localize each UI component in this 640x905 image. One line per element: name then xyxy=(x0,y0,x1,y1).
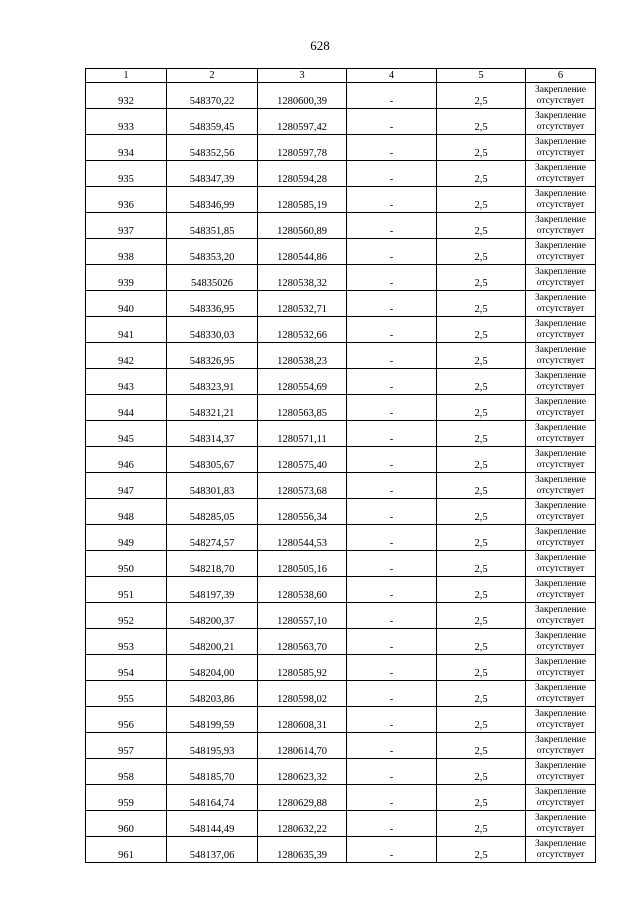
coordinate-y: 1280600,39 xyxy=(258,83,347,109)
fixing-status xyxy=(526,187,596,213)
fixing-status-line-2: отсутствует xyxy=(536,771,585,782)
fixing-status xyxy=(526,109,596,135)
fixing-status-line-2: отсутствует xyxy=(536,459,585,470)
column-5-value: 2,5 xyxy=(437,655,526,681)
fixing-status xyxy=(526,681,596,707)
point-number: 948 xyxy=(86,499,167,525)
point-number: 938 xyxy=(86,239,167,265)
fixing-status xyxy=(526,473,596,499)
coordinate-y: 1280563,85 xyxy=(258,395,347,421)
fixing-status-line-1: Закрепление xyxy=(535,162,586,173)
table-row xyxy=(86,655,596,681)
coordinate-x: 548352,56 xyxy=(167,135,258,161)
fixing-status-line-1: Закрепление xyxy=(535,656,586,667)
fixing-status-line-2: отсутствует xyxy=(536,667,585,678)
fixing-status-line-2: отсутствует xyxy=(536,277,585,288)
coordinates-table xyxy=(85,68,596,863)
column-4-value: - xyxy=(347,213,437,239)
fixing-status-line-1: Закрепление xyxy=(535,396,586,407)
fixing-status xyxy=(526,161,596,187)
page-number: 628 xyxy=(310,38,330,53)
fixing-status xyxy=(526,655,596,681)
table-row xyxy=(86,187,596,213)
table-row xyxy=(86,759,596,785)
table-row xyxy=(86,577,596,603)
fixing-status-line-1: Закрепление xyxy=(535,344,586,355)
fixing-status-line-1: Закрепление xyxy=(535,136,586,147)
coordinate-x: 548199,59 xyxy=(167,707,258,733)
column-4-value: - xyxy=(347,707,437,733)
point-number: 959 xyxy=(86,785,167,811)
column-5-value: 2,5 xyxy=(437,707,526,733)
column-5-value: 2,5 xyxy=(437,291,526,317)
column-5-value: 2,5 xyxy=(437,811,526,837)
fixing-status xyxy=(526,317,596,343)
column-header: 6 xyxy=(526,69,596,83)
fixing-status-line-1: Закрепление xyxy=(535,526,586,537)
table-row xyxy=(86,525,596,551)
fixing-status-line-1: Закрепление xyxy=(535,84,586,95)
point-number: 939 xyxy=(86,265,167,291)
column-4-value: - xyxy=(347,317,437,343)
coordinate-x: 548301,83 xyxy=(167,473,258,499)
table-row xyxy=(86,395,596,421)
point-number: 940 xyxy=(86,291,167,317)
point-number: 960 xyxy=(86,811,167,837)
fixing-status-line-2: отсутствует xyxy=(536,589,585,600)
point-number: 961 xyxy=(86,837,167,863)
point-number: 955 xyxy=(86,681,167,707)
point-number: 958 xyxy=(86,759,167,785)
fixing-status-line-1: Закрепление xyxy=(535,318,586,329)
coordinate-x: 548330,03 xyxy=(167,317,258,343)
fixing-status-line-2: отсутствует xyxy=(536,355,585,366)
point-number: 954 xyxy=(86,655,167,681)
column-5-value: 2,5 xyxy=(437,239,526,265)
coordinate-y: 1280532,66 xyxy=(258,317,347,343)
table-body xyxy=(86,83,596,863)
column-4-value: - xyxy=(347,135,437,161)
table-row xyxy=(86,369,596,395)
fixing-status xyxy=(526,291,596,317)
column-4-value: - xyxy=(347,421,437,447)
coordinate-x: 548359,45 xyxy=(167,109,258,135)
coordinate-y: 1280505,16 xyxy=(258,551,347,577)
column-5-value: 2,5 xyxy=(437,551,526,577)
column-header: 4 xyxy=(347,69,437,83)
fixing-status xyxy=(526,551,596,577)
table-row xyxy=(86,811,596,837)
fixing-status-line-1: Закрепление xyxy=(535,812,586,823)
column-4-value: - xyxy=(347,291,437,317)
column-4-value: - xyxy=(347,551,437,577)
table-row xyxy=(86,421,596,447)
column-4-value: - xyxy=(347,395,437,421)
column-5-value: 2,5 xyxy=(437,499,526,525)
fixing-status xyxy=(526,395,596,421)
coordinate-y: 1280538,60 xyxy=(258,577,347,603)
coordinate-x: 548346,99 xyxy=(167,187,258,213)
coordinate-y: 1280635,39 xyxy=(258,837,347,863)
fixing-status-line-1: Закрепление xyxy=(535,240,586,251)
coordinate-x: 548274,57 xyxy=(167,525,258,551)
fixing-status-line-1: Закрепление xyxy=(535,500,586,511)
fixing-status xyxy=(526,265,596,291)
fixing-status xyxy=(526,733,596,759)
point-number: 957 xyxy=(86,733,167,759)
table-row xyxy=(86,629,596,655)
column-5-value: 2,5 xyxy=(437,317,526,343)
column-4-value: - xyxy=(347,733,437,759)
coordinate-y: 1280538,23 xyxy=(258,343,347,369)
point-number: 936 xyxy=(86,187,167,213)
fixing-status xyxy=(526,525,596,551)
coordinate-x: 548370,22 xyxy=(167,83,258,109)
coordinate-y: 1280563,70 xyxy=(258,629,347,655)
coordinate-y: 1280623,32 xyxy=(258,759,347,785)
fixing-status-line-2: отсутствует xyxy=(536,303,585,314)
coordinate-x: 548326,95 xyxy=(167,343,258,369)
column-4-value: - xyxy=(347,239,437,265)
table-row xyxy=(86,551,596,577)
table-row xyxy=(86,83,596,109)
table-row xyxy=(86,109,596,135)
column-5-value: 2,5 xyxy=(437,473,526,499)
fixing-status-line-1: Закрепление xyxy=(535,552,586,563)
coordinate-x: 548285,05 xyxy=(167,499,258,525)
column-4-value: - xyxy=(347,499,437,525)
fixing-status-line-2: отсутствует xyxy=(536,121,585,132)
coordinate-y: 1280544,53 xyxy=(258,525,347,551)
point-number: 946 xyxy=(86,447,167,473)
coordinate-x: 548137,06 xyxy=(167,837,258,863)
column-4-value: - xyxy=(347,473,437,499)
coordinate-y: 1280629,88 xyxy=(258,785,347,811)
table-row xyxy=(86,265,596,291)
column-4-value: - xyxy=(347,343,437,369)
point-number: 937 xyxy=(86,213,167,239)
fixing-status-line-1: Закрепление xyxy=(535,708,586,719)
coordinate-y: 1280597,42 xyxy=(258,109,347,135)
coordinate-x: 548195,93 xyxy=(167,733,258,759)
fixing-status-line-2: отсутствует xyxy=(536,407,585,418)
fixing-status-line-1: Закрепление xyxy=(535,786,586,797)
coordinate-x: 548321,21 xyxy=(167,395,258,421)
table-row xyxy=(86,213,596,239)
fixing-status-line-2: отсутствует xyxy=(536,329,585,340)
column-4-value: - xyxy=(347,655,437,681)
fixing-status-line-2: отсутствует xyxy=(536,225,585,236)
coordinate-y: 1280556,34 xyxy=(258,499,347,525)
column-5-value: 2,5 xyxy=(437,525,526,551)
fixing-status-line-1: Закрепление xyxy=(535,604,586,615)
column-4-value: - xyxy=(347,629,437,655)
point-number: 944 xyxy=(86,395,167,421)
fixing-status-line-2: отсутствует xyxy=(536,147,585,158)
coordinate-y: 1280557,10 xyxy=(258,603,347,629)
column-5-value: 2,5 xyxy=(437,187,526,213)
fixing-status xyxy=(526,135,596,161)
coordinate-x: 548305,67 xyxy=(167,447,258,473)
point-number: 950 xyxy=(86,551,167,577)
fixing-status xyxy=(526,499,596,525)
fixing-status-line-1: Закрепление xyxy=(535,370,586,381)
fixing-status-line-2: отсутствует xyxy=(536,719,585,730)
point-number: 945 xyxy=(86,421,167,447)
table-row xyxy=(86,785,596,811)
column-4-value: - xyxy=(347,447,437,473)
table-row xyxy=(86,473,596,499)
point-number: 933 xyxy=(86,109,167,135)
fixing-status xyxy=(526,577,596,603)
fixing-status xyxy=(526,421,596,447)
column-5-value: 2,5 xyxy=(437,759,526,785)
fixing-status xyxy=(526,707,596,733)
table-row xyxy=(86,681,596,707)
column-5-value: 2,5 xyxy=(437,369,526,395)
column-4-value: - xyxy=(347,369,437,395)
column-5-value: 2,5 xyxy=(437,733,526,759)
fixing-status-line-2: отсутствует xyxy=(536,537,585,548)
column-5-value: 2,5 xyxy=(437,109,526,135)
fixing-status-line-2: отсутствует xyxy=(536,381,585,392)
coordinate-y: 1280614,70 xyxy=(258,733,347,759)
coordinate-y: 1280544,86 xyxy=(258,239,347,265)
fixing-status-line-1: Закрепление xyxy=(535,188,586,199)
fixing-status xyxy=(526,239,596,265)
column-5-value: 2,5 xyxy=(437,577,526,603)
point-number: 956 xyxy=(86,707,167,733)
coordinate-x: 548200,21 xyxy=(167,629,258,655)
fixing-status xyxy=(526,343,596,369)
fixing-status-line-2: отсутствует xyxy=(536,823,585,834)
fixing-status xyxy=(526,759,596,785)
column-4-value: - xyxy=(347,577,437,603)
table-header-row xyxy=(86,69,596,83)
fixing-status xyxy=(526,369,596,395)
column-5-value: 2,5 xyxy=(437,213,526,239)
point-number: 934 xyxy=(86,135,167,161)
fixing-status-line-1: Закрепление xyxy=(535,214,586,225)
column-4-value: - xyxy=(347,109,437,135)
column-5-value: 2,5 xyxy=(437,629,526,655)
fixing-status-line-2: отсутствует xyxy=(536,849,585,860)
column-4-value: - xyxy=(347,681,437,707)
fixing-status-line-2: отсутствует xyxy=(536,251,585,262)
coordinate-y: 1280585,19 xyxy=(258,187,347,213)
table-row xyxy=(86,239,596,265)
column-4-value: - xyxy=(347,265,437,291)
coordinate-x: 548164,74 xyxy=(167,785,258,811)
coordinate-y: 1280554,69 xyxy=(258,369,347,395)
point-number: 932 xyxy=(86,83,167,109)
column-header: 1 xyxy=(86,69,167,83)
fixing-status-line-1: Закрепление xyxy=(535,422,586,433)
coordinate-x: 548197,39 xyxy=(167,577,258,603)
column-4-value: - xyxy=(347,161,437,187)
column-4-value: - xyxy=(347,187,437,213)
fixing-status-line-1: Закрепление xyxy=(535,838,586,849)
table-row xyxy=(86,161,596,187)
table-row xyxy=(86,707,596,733)
column-4-value: - xyxy=(347,525,437,551)
fixing-status xyxy=(526,785,596,811)
column-5-value: 2,5 xyxy=(437,265,526,291)
column-5-value: 2,5 xyxy=(437,161,526,187)
point-number: 942 xyxy=(86,343,167,369)
coordinate-x: 548218,70 xyxy=(167,551,258,577)
point-number: 947 xyxy=(86,473,167,499)
point-number: 951 xyxy=(86,577,167,603)
fixing-status xyxy=(526,603,596,629)
point-number: 941 xyxy=(86,317,167,343)
fixing-status-line-2: отсутствует xyxy=(536,563,585,574)
column-5-value: 2,5 xyxy=(437,785,526,811)
fixing-status-line-1: Закрепление xyxy=(535,682,586,693)
fixing-status xyxy=(526,629,596,655)
column-4-value: - xyxy=(347,759,437,785)
table-row xyxy=(86,603,596,629)
column-header: 3 xyxy=(258,69,347,83)
fixing-status-line-2: отсутствует xyxy=(536,199,585,210)
column-5-value: 2,5 xyxy=(437,603,526,629)
fixing-status xyxy=(526,837,596,863)
fixing-status-line-1: Закрепление xyxy=(535,110,586,121)
coordinate-y: 1280597,78 xyxy=(258,135,347,161)
column-5-value: 2,5 xyxy=(437,395,526,421)
coordinate-x: 548185,70 xyxy=(167,759,258,785)
fixing-status-line-2: отсутствует xyxy=(536,745,585,756)
coordinate-x: 54835026 xyxy=(167,265,258,291)
column-5-value: 2,5 xyxy=(437,83,526,109)
table-row xyxy=(86,135,596,161)
coordinate-y: 1280560,89 xyxy=(258,213,347,239)
fixing-status-line-2: отсутствует xyxy=(536,511,585,522)
coordinate-y: 1280585,92 xyxy=(258,655,347,681)
point-number: 952 xyxy=(86,603,167,629)
coordinate-x: 548314,37 xyxy=(167,421,258,447)
fixing-status-line-1: Закрепление xyxy=(535,266,586,277)
column-5-value: 2,5 xyxy=(437,447,526,473)
fixing-status-line-1: Закрепление xyxy=(535,292,586,303)
coordinate-y: 1280598,02 xyxy=(258,681,347,707)
fixing-status-line-2: отсутствует xyxy=(536,173,585,184)
column-5-value: 2,5 xyxy=(437,421,526,447)
column-5-value: 2,5 xyxy=(437,837,526,863)
point-number: 949 xyxy=(86,525,167,551)
column-header: 5 xyxy=(437,69,526,83)
coordinate-y: 1280632,22 xyxy=(258,811,347,837)
coordinate-y: 1280575,40 xyxy=(258,447,347,473)
fixing-status-line-2: отсутствует xyxy=(536,95,585,106)
fixing-status xyxy=(526,213,596,239)
fixing-status-line-2: отсутствует xyxy=(536,615,585,626)
fixing-status-line-2: отсутствует xyxy=(536,797,585,808)
point-number: 953 xyxy=(86,629,167,655)
column-5-value: 2,5 xyxy=(437,343,526,369)
coordinate-y: 1280608,31 xyxy=(258,707,347,733)
table-row xyxy=(86,733,596,759)
table-row xyxy=(86,317,596,343)
table-row xyxy=(86,343,596,369)
point-number: 943 xyxy=(86,369,167,395)
fixing-status xyxy=(526,83,596,109)
column-4-value: - xyxy=(347,811,437,837)
fixing-status-line-1: Закрепление xyxy=(535,448,586,459)
fixing-status-line-1: Закрепление xyxy=(535,578,586,589)
point-number: 935 xyxy=(86,161,167,187)
coordinate-y: 1280594,28 xyxy=(258,161,347,187)
fixing-status-line-2: отсутствует xyxy=(536,485,585,496)
fixing-status-line-1: Закрепление xyxy=(535,734,586,745)
coordinate-x: 548204,00 xyxy=(167,655,258,681)
coordinate-x: 548200,37 xyxy=(167,603,258,629)
fixing-status-line-1: Закрепление xyxy=(535,760,586,771)
fixing-status-line-2: отсутствует xyxy=(536,693,585,704)
column-header: 2 xyxy=(167,69,258,83)
coordinate-x: 548353,20 xyxy=(167,239,258,265)
fixing-status-line-2: отсутствует xyxy=(536,433,585,444)
coordinate-x: 548323,91 xyxy=(167,369,258,395)
coordinate-y: 1280538,32 xyxy=(258,265,347,291)
column-4-value: - xyxy=(347,83,437,109)
coordinate-x: 548144,49 xyxy=(167,811,258,837)
table-row xyxy=(86,291,596,317)
fixing-status-line-1: Закрепление xyxy=(535,630,586,641)
coordinate-x: 548203,86 xyxy=(167,681,258,707)
column-5-value: 2,5 xyxy=(437,681,526,707)
coordinate-x: 548347,39 xyxy=(167,161,258,187)
column-5-value: 2,5 xyxy=(437,135,526,161)
coordinate-x: 548351,85 xyxy=(167,213,258,239)
table-row xyxy=(86,447,596,473)
column-4-value: - xyxy=(347,603,437,629)
column-4-value: - xyxy=(347,837,437,863)
column-4-value: - xyxy=(347,785,437,811)
fixing-status xyxy=(526,811,596,837)
fixing-status-line-2: отсутствует xyxy=(536,641,585,652)
fixing-status xyxy=(526,447,596,473)
coordinate-x: 548336,95 xyxy=(167,291,258,317)
coordinate-y: 1280532,71 xyxy=(258,291,347,317)
coordinate-y: 1280571,11 xyxy=(258,421,347,447)
coordinate-y: 1280573,68 xyxy=(258,473,347,499)
table-row xyxy=(86,837,596,863)
fixing-status-line-1: Закрепление xyxy=(535,474,586,485)
table-row xyxy=(86,499,596,525)
